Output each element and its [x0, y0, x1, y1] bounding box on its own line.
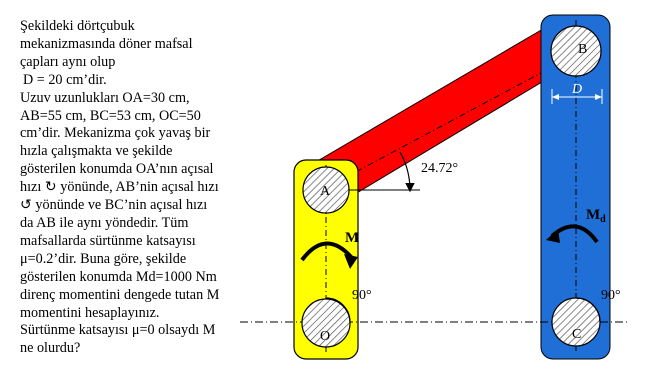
joint-c-label: C [572, 327, 582, 342]
problem-line: hızı ↻ yönünde, AB’nin açısal hızı [20, 179, 219, 196]
problem-line: çapları aynı olup [20, 53, 116, 70]
right-angle-label-o: 90° [352, 288, 372, 303]
problem-line: mafsallarda sürtünme katsayısı [20, 232, 196, 249]
moment-md-letter: M [586, 207, 601, 223]
problem-line: ↺ yönünde ve BC’nin açısal hızı [20, 197, 208, 214]
moment-m-label: M [345, 230, 360, 246]
problem-line: ne olurdu? [20, 340, 81, 357]
problem-line: AB=55 cm, BC=53 cm, OC=50 [20, 107, 201, 124]
diameter-label: D [572, 82, 583, 97]
joint-b-label: B [578, 42, 588, 57]
problem-line: gösterilen konumda OA’nın açısal [20, 161, 214, 178]
problem-line: gösterilen konumda Md=1000 Nm [20, 268, 217, 285]
angle-label: 24.72° [421, 161, 459, 176]
problem-line: D = 20 cm’dir. [23, 71, 107, 88]
problem-line: Sürtünme katsayısı μ=0 olsaydı M [20, 322, 216, 339]
problem-line: da AB ile aynı yöndedir. Tüm [20, 214, 189, 231]
joint-b [551, 26, 601, 76]
problem-line: direnç momentini dengede tutan M [20, 286, 220, 303]
problem-line: Uzuv uzunlukları OA=30 cm, [20, 89, 190, 106]
right-angle-label-c: 90° [601, 288, 621, 303]
joint-o-label: O [320, 329, 331, 344]
problem-line: cm’dir. Mekanizma çok yavaş bir [20, 125, 211, 142]
problem-line: Şekildeki dörtçubuk [20, 18, 135, 34]
moment-md-subscript: d [600, 214, 606, 225]
problem-line: momentini hesaplayınız. [20, 304, 160, 321]
problem-line: μ=0.2’dir. Buna göre, şekilde [20, 250, 187, 267]
problem-line: mekanizmasında döner mafsal [20, 35, 193, 52]
problem-line: hızla çalışmakta ve şekilde [20, 143, 173, 160]
joint-a-label: A [320, 184, 331, 199]
